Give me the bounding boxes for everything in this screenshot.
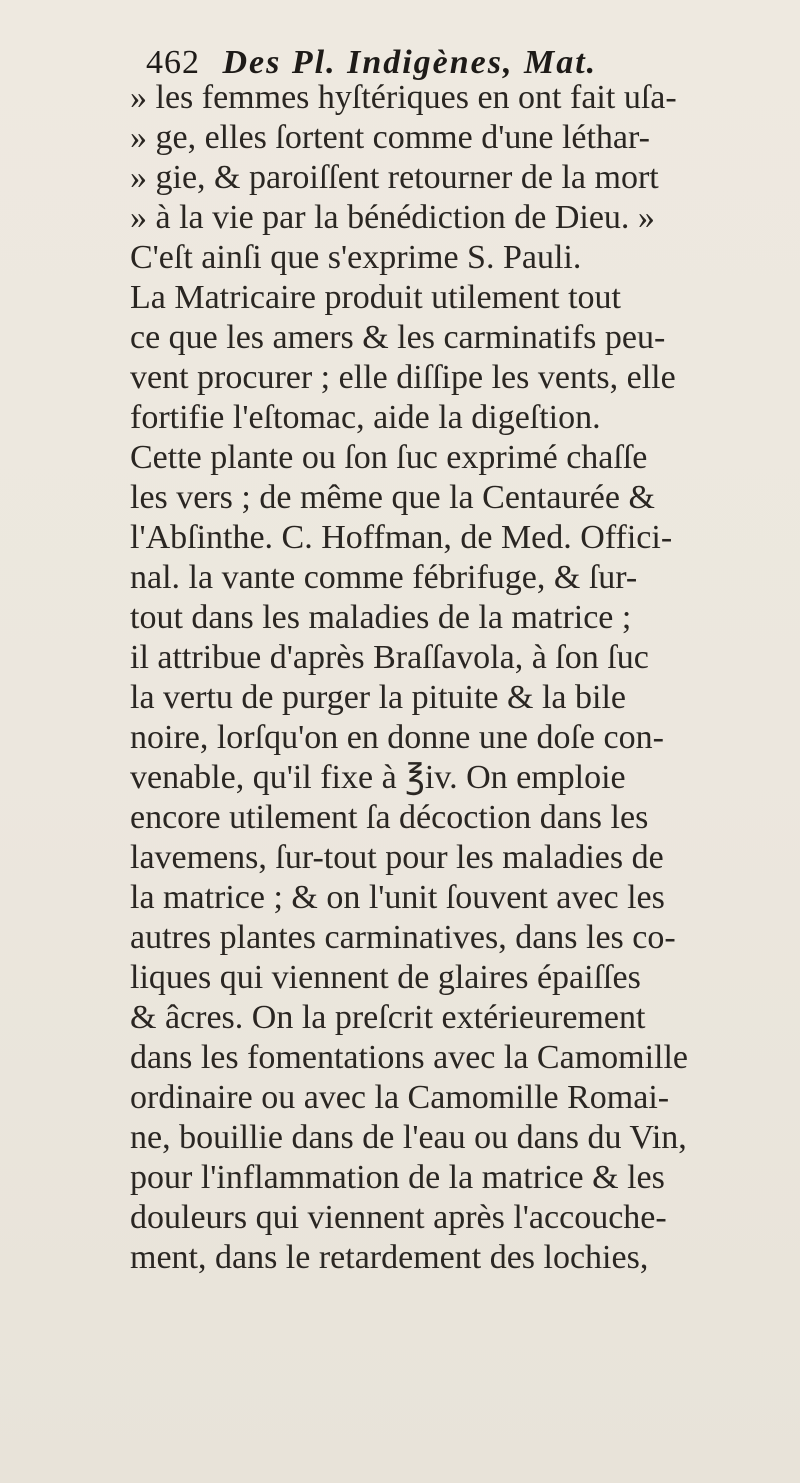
text-line: ordinaire ou avec la Camomille Romai-: [130, 1079, 670, 1116]
text-line: la matrice ; & on l'unit ſouvent avec les: [130, 879, 665, 916]
text-line: » ge, elles ſortent comme d'une léthar-: [130, 119, 650, 156]
text-line: il attribue d'après Braſſavola, à ſon ſuc: [130, 639, 649, 676]
text-line: ne, bouillie dans de l'eau ou dans du Vin,: [130, 1119, 687, 1156]
text-line: douleurs qui viennent après l'accouche-: [130, 1199, 667, 1236]
text-line: la vertu de purger la pituite & la bile: [130, 679, 626, 716]
text-line: & âcres. On la preſcrit extérieurement: [130, 999, 646, 1036]
text-line: lavemens, ſur-tout pour les maladies de: [130, 839, 664, 876]
text-line: noire, lorſqu'on en donne une doſe con-: [130, 719, 664, 756]
text-line: La Matricaire produit utilement tout: [130, 279, 621, 316]
text-line: fortifie l'eſtomac, aide la digeſtion.: [130, 399, 601, 436]
running-head: Des Pl. Indigènes, Mat.: [222, 44, 598, 81]
text-line: tout dans les maladies de la matrice ;: [130, 599, 632, 636]
text-line: ment, dans le retardement des lochies,: [130, 1239, 649, 1276]
text-line: venable, qu'il fixe à ℥iv. On emploie: [130, 759, 626, 796]
text-line: » à la vie par la bénédiction de Dieu. »: [130, 199, 655, 236]
text-line: l'Abſinthe. C. Hoffman, de Med. Offici-: [130, 519, 673, 556]
text-line: » les femmes hyſtériques en ont fait uſa-: [130, 79, 677, 116]
page-number: 462: [146, 44, 200, 81]
text-line: liques qui viennent de glaires épaiſſes: [130, 959, 641, 996]
text-line: pour l'inflammation de la matrice & les: [130, 1159, 665, 1196]
text-line: autres plantes carminatives, dans les co-: [130, 919, 676, 956]
body-text: [130, 78, 780, 1278]
text-line: encore utilement ſa décoction dans les: [130, 799, 649, 836]
text-line: Cette plante ou ſon ſuc exprimé chaſſe: [130, 439, 648, 476]
text-line: nal. la vante comme fébrifuge, & ſur-: [130, 559, 638, 596]
text-line: C'eſt ainſi que s'exprime S. Pauli.: [130, 239, 582, 276]
text-line: ce que les amers & les carminatifs peu-: [130, 319, 666, 356]
text-line: dans les fomentations avec la Camomille: [130, 1039, 689, 1076]
text-line: » gie, & paroiſſent retourner de la mort: [130, 159, 659, 196]
text-line: les vers ; de même que la Centaurée &: [130, 479, 655, 516]
text-line: vent procurer ; elle diſſipe les vents, elle: [130, 359, 676, 396]
